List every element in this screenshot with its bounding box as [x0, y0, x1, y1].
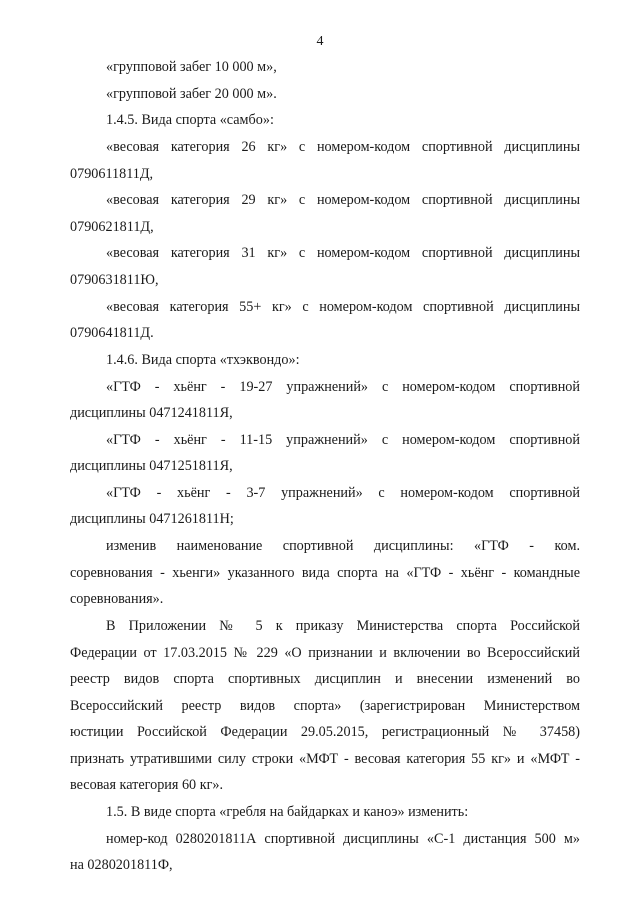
text-line: «групповой забег 10 000 м», — [106, 59, 277, 75]
text-line: 0790631811Ю, — [70, 272, 159, 288]
section-heading-1-5: 1.5. В виде спорта «гребля на байдарках и каноэ» изменить: — [106, 804, 469, 820]
text-line: «групповой забег 20 000 м». — [106, 86, 277, 102]
text-line: дисциплины 0471251811Я, — [70, 458, 233, 474]
text-line: 0790611811Д, — [70, 166, 154, 182]
section-heading-1-4-5: 1.4.5. Вида спорта «самбо»: — [106, 112, 274, 128]
text-line: «весовая категория 29 кг» с номером-кодом спортивной дисциплины — [106, 192, 580, 208]
text-line: признать утратившими силу строки «МФТ - весовая категория 55 кг» и «МФТ - — [70, 751, 580, 767]
text-line: В Приложении № 5 к приказу Министерства спорта Российской — [106, 618, 580, 634]
text-line: юстиции Российской Федерации 29.05.2015, регистрационный № 37458) — [70, 724, 580, 740]
text-line: весовая категория 60 кг». — [70, 777, 224, 793]
text-line: «ГТФ - хьёнг - 11-15 упражнений» с номером-кодом спортивной — [106, 432, 580, 448]
text-line: на 0280201811Ф, — [70, 857, 173, 873]
text-line: реестр видов спорта спортивных дисциплин и внесении изменений во — [70, 671, 580, 687]
text-line: номер-код 0280201811А спортивной дисциплины «С-1 дистанция 500 м» — [106, 831, 580, 847]
text-line: соревнования - хьенги» указанного вида спорта на «ГТФ - хьёнг - командные — [70, 565, 580, 581]
text-line: 0790621811Д, — [70, 219, 154, 235]
text-line: Всероссийский реестр видов спорта» (зарегистрирован Министерством — [70, 698, 580, 714]
text-line: «ГТФ - хьёнг - 19-27 упражнений» с номером-кодом спортивной — [106, 379, 580, 395]
text-line: дисциплины 0471261811Н; — [70, 511, 234, 527]
text-line: 0790641811Д. — [70, 325, 154, 341]
text-line: изменив наименование спортивной дисциплины: «ГТФ - ком. — [106, 538, 580, 554]
section-heading-1-4-6: 1.4.6. Вида спорта «тхэквондо»: — [106, 352, 300, 368]
text-line: «весовая категория 31 кг» с номером-кодом спортивной дисциплины — [106, 245, 580, 261]
text-line: дисциплины 0471241811Я, — [70, 405, 233, 421]
text-line: Федерации от 17.03.2015 № 229 «О признании и включении во Всероссийский — [70, 645, 580, 661]
text-line: «весовая категория 26 кг» с номером-кодом спортивной дисциплины — [106, 139, 580, 155]
text-line: соревнования». — [70, 591, 164, 607]
text-line: «ГТФ - хьёнг - 3-7 упражнений» с номером-кодом спортивной — [106, 485, 580, 501]
text-line: «весовая категория 55+ кг» с номером-кодом спортивной дисциплины — [106, 299, 580, 315]
page-number: 4 — [316, 34, 324, 49]
